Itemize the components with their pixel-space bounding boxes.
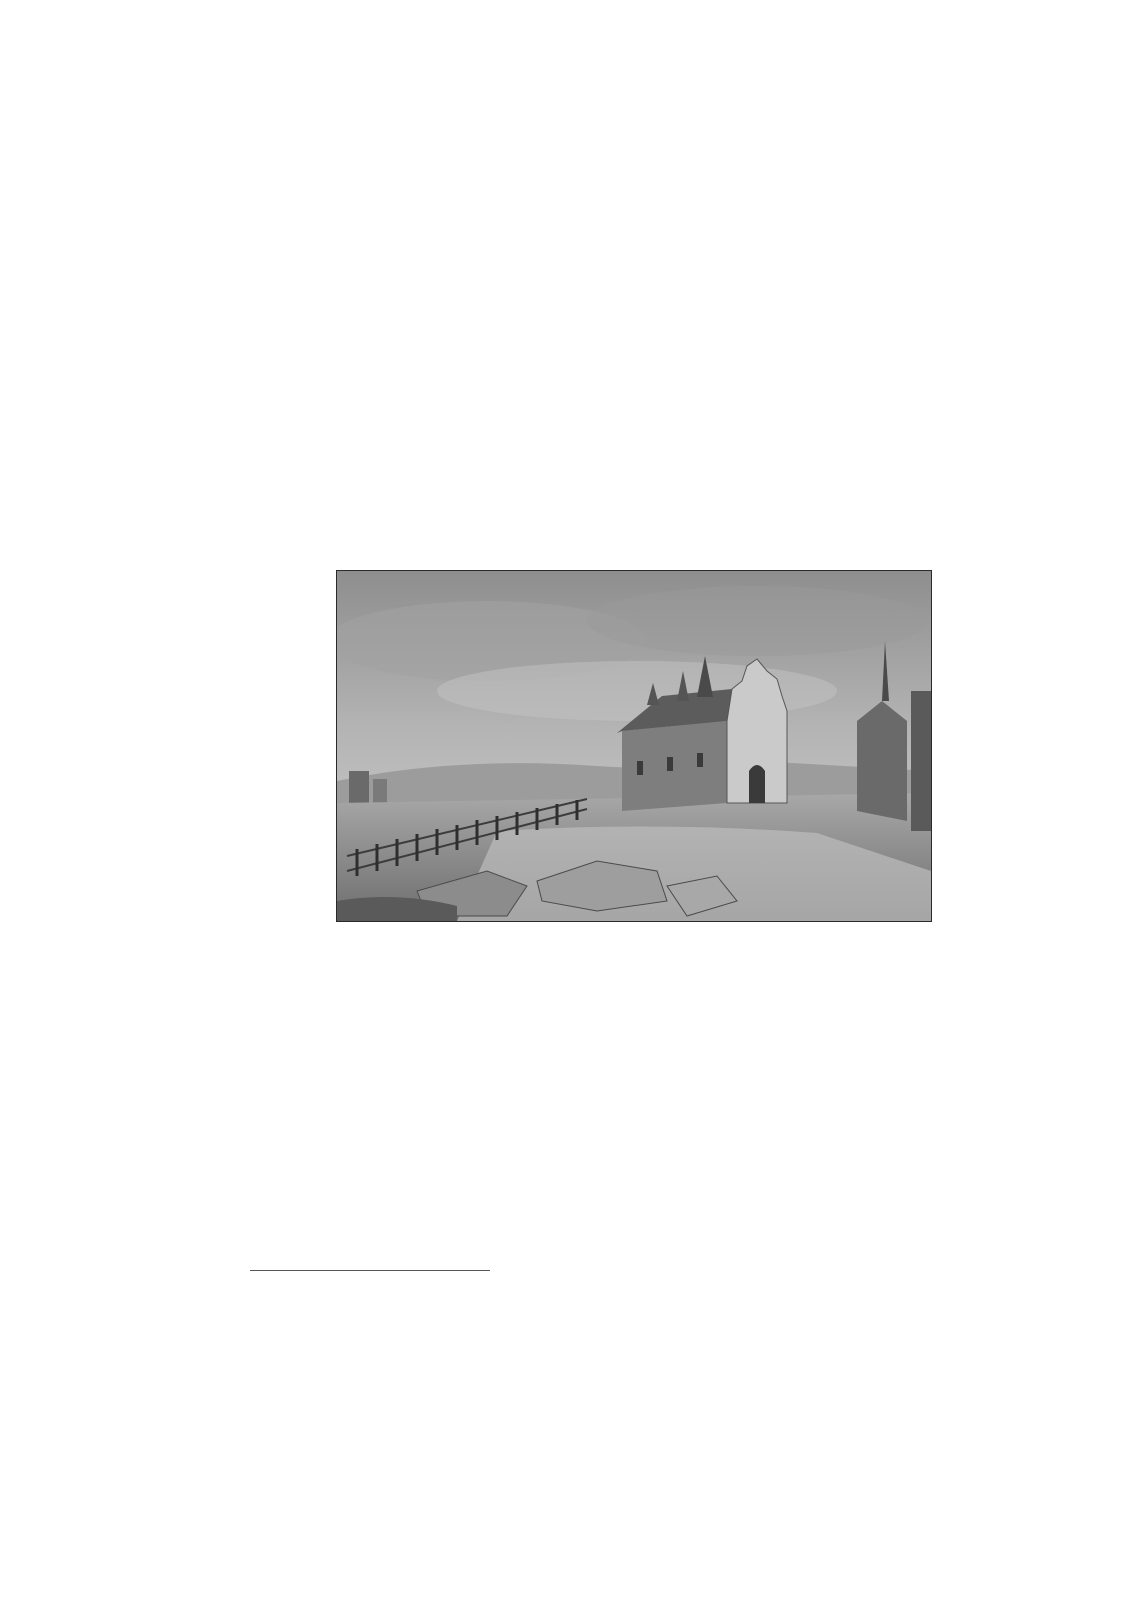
footnote-separator [250, 1270, 490, 1271]
church-illustration [336, 570, 932, 922]
